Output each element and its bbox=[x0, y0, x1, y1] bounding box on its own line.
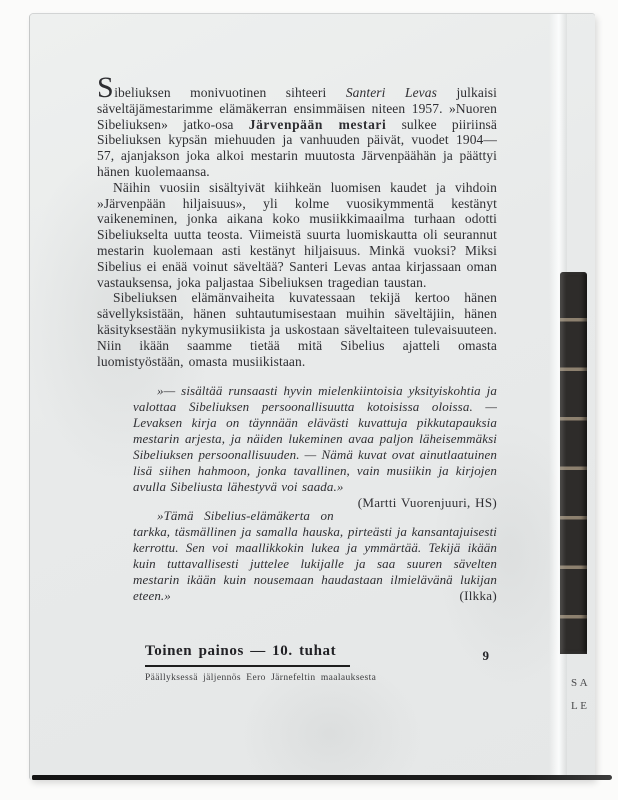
blurb-p1-text: ibeliuksen monivuotinen sihteeri bbox=[114, 85, 346, 100]
review-quote-2-body: »Tämä Sibelius-elämäkerta on tarkka, täsmällinen ja samalla hauska, pirteästi ja kansantajuisesti kerrottu. Sen voi maallikkokin lukea ja ymmärtää. Tekijä ikään kuin tuttavallisesti juttelee lukijalle ja saa suuren sävelten mestarin ikään kuin nousemaan haudastaan ilmielävänä lukijan eteen.» bbox=[133, 508, 497, 604]
jacket-credit-line: Päällyksessä jäljennös Eero Järnefeltin maalauksesta bbox=[145, 673, 377, 683]
review-quote-1 bbox=[133, 383, 497, 511]
book-bottom-edge bbox=[32, 775, 612, 780]
drop-cap-initial: S bbox=[97, 71, 115, 104]
blurb-p1-mid: julkaisi säveltäjämestarimme elämäkerran ensimmäisen niteen 1957. »Nuoren Sibeliuksen» jatko-osa bbox=[97, 85, 497, 132]
spine-author-text-line1: SA bbox=[571, 677, 591, 689]
edition-statement: Toinen painos — 10. tuhat bbox=[145, 643, 350, 667]
blurb-paragraph-2: Näihin vuosiin sisältyivät kiihkeän luomisen kaudet ja vihdoin »Järvenpään hiljaisuus», yli kolme vuosikymmentä kestänyt vaikeneminen, jonka aikana koko musiikkimaailma turhaan odotti Sibeliukselta uutta teosta. Viimeistä suurta luomiskautta oli seurannut mestarin kuolemaan asti kestänyt hiljaisuus. Minkä vuoksi? Miksi Sibelius ei enää voinut säveltää? Santeri Levas antaa kirjassaan oman vastauksensa, joka paljastaa Sibeliuksen tragedian taustan. bbox=[97, 179, 497, 290]
edition-row bbox=[145, 643, 489, 667]
blurb-p1-post: sulkee piiriinsä Sibeliuksen kypsän miehuuden ja vanhuuden päivät, vuodet 1904—57, ajanjakson joka alkoi mestarin muutosta Järvenpäähän ja päättyi hänen kuolemaansa. bbox=[97, 116, 497, 179]
review-quote-1-text bbox=[133, 383, 497, 511]
flap-blurb bbox=[97, 71, 497, 604]
review-quote-1-body: »— sisältää runsaasti hyvin mielenkiintoisia yksityiskohtia ja valottaa Sibeliuksen persoonallisuutta kotoisissa oloissa. — Levaksen kirja on täynnään elävästi kuvattuja pikkutapauksia mestarin arjesta, ja näiden lukeminen avaa paljon läheisemmäksi Sibeliuksen persoonallisuuden. — Nämä kuvat ovat ainutlaatuinen lisä siihen hahmoon, jonka tavallinen, vain musiikin ja kirjojen avulla Sibeliusta lähestyvä voi saada.» bbox=[133, 383, 497, 495]
review-quote-2 bbox=[133, 508, 497, 604]
author-name-italic: Santeri Levas bbox=[345, 85, 437, 100]
spine-author-text-line2: LE bbox=[571, 700, 590, 712]
book-spine-strip bbox=[560, 272, 587, 654]
review-attribution-1: (Martti Vuorenjuuri, HS) bbox=[357, 495, 497, 511]
blurb-paragraph-3: Sibeliuksen elämänvaiheita kuvatessaan tekijä kertoo hänen sävellyksistään, hänen suhtautumisestaan muihin säveltäjiin, hänen käsityksestään nykymusiikista ja uskostaan säveltaiteen tulevaisuuteen. Niin ikään saamme tietää mitä Sibelius ajatteli omasta luomistyöstään, omasta musiikistaan. bbox=[97, 290, 498, 369]
spine-author-text bbox=[571, 678, 618, 712]
page-number: 9 bbox=[482, 648, 489, 663]
book-jacket-page bbox=[30, 14, 595, 780]
book-title-bold: Järvenpään mestari bbox=[248, 116, 387, 132]
blurb-paragraph-1 bbox=[97, 71, 497, 180]
review-quote-2-text bbox=[133, 508, 497, 604]
review-attribution-2: (Ilkka) bbox=[459, 588, 497, 604]
